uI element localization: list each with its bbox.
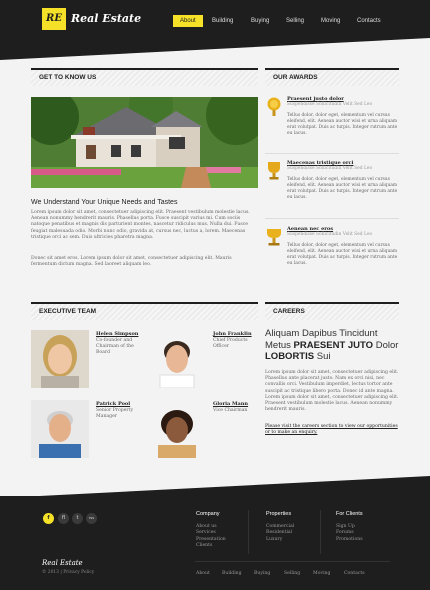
footer-nav-moving[interactable]: Moving [313, 571, 331, 576]
footer-nav-contacts[interactable]: Contacts [344, 571, 365, 576]
member-role: Chief Products Officer [213, 338, 248, 349]
header-slope [0, 38, 430, 60]
award-subtitle: Suspendisse Sollicitudin Velit Sed Leo [287, 166, 373, 171]
footer-nav-selling[interactable]: Selling [284, 571, 301, 576]
avatar-patrick-pool [31, 400, 89, 458]
careers-heading-line1: Aliquam Dapibus Tincidunt [265, 328, 378, 339]
award-title[interactable]: Praesent justo dolor [287, 96, 344, 102]
careers-heading-line3: LOBORTIS Sui [265, 351, 331, 362]
logo-mark[interactable]: RE [42, 8, 66, 30]
footer-clients-title: For Clients [336, 511, 363, 517]
member-name[interactable]: John Franklin [213, 331, 252, 337]
house-photo [31, 97, 258, 188]
member-name[interactable]: Helen Simpson [96, 331, 139, 337]
careers-title: CAREERS [265, 302, 399, 320]
member-name[interactable]: Patrick Pool [96, 401, 131, 407]
member-role: Senior Property Manager [96, 408, 134, 419]
footer-company-links [196, 524, 226, 549]
footer-nav-buying[interactable]: Buying [254, 571, 271, 576]
footer-rule [195, 561, 390, 562]
trophy-icon [265, 160, 283, 180]
member-role: Vice Chairman [213, 408, 248, 413]
footer-logo[interactable]: Real Estate [42, 559, 83, 567]
footer-link[interactable]: Residential [266, 530, 293, 536]
footer-link[interactable]: Forums [336, 530, 354, 536]
flickr-icon[interactable]: fl [58, 513, 69, 524]
footer-link[interactable]: Clients [196, 542, 213, 548]
footer-properties-links [266, 524, 294, 543]
nav-moving[interactable]: Moving [321, 18, 341, 24]
award-subtitle: Suspendisse Sollicitudin Velit Sed Leo [287, 102, 373, 107]
rss-icon[interactable]: rss [86, 513, 97, 524]
about-subtitle: We Understand Your Unique Needs and Tastes [31, 199, 178, 206]
team-title: EXECUTIVE TEAM [31, 302, 258, 320]
footer-link[interactable]: Luxury [266, 536, 283, 542]
member-name[interactable]: Gloria Mann [213, 401, 249, 407]
award-subtitle: Suspendisse Sollicitudin Velit Sed Leo [287, 232, 373, 237]
footer-link[interactable]: Presentation [196, 536, 226, 542]
awards-title: OUR AWARDS [265, 68, 399, 86]
about-paragraph-2: Donec sit amet eros. Lorem ipsum dolor sit amet, consectetuer adipiscing elit. Mauris fermentum dictum magna. Sed laoreet aliquam leo. [31, 256, 232, 268]
footer-link[interactable]: Promotions [336, 536, 363, 542]
trophy-icon [265, 226, 283, 246]
avatar-helen-simpson [31, 330, 89, 388]
footer-nav-building[interactable]: Building [222, 571, 242, 576]
footer-copyright[interactable]: © 2013 | Privacy Policy [42, 570, 95, 575]
footer-divider [320, 510, 321, 554]
member-role: Co-founder and Chairman of the Board [96, 338, 134, 355]
avatar-john-franklin [148, 330, 206, 388]
footer-clients-links [336, 524, 363, 543]
medal-icon [265, 96, 283, 116]
nav-building[interactable]: Building [212, 18, 234, 24]
avatar-gloria-mann [148, 400, 206, 458]
footer-link[interactable]: Commercial [266, 524, 295, 529]
footer-company-title: Company [196, 511, 220, 517]
award-title[interactable]: Maecenas tristique orci [287, 160, 354, 166]
nav-contacts[interactable]: Contacts [357, 18, 381, 24]
footer-properties-title: Properties [266, 511, 292, 517]
careers-heading-line2: Metus PRAESENT JUTO Dolor [265, 339, 399, 351]
footer-slope [0, 476, 430, 498]
facebook-icon[interactable]: f [43, 513, 54, 524]
award-divider [265, 218, 399, 219]
footer-link[interactable]: Services [196, 530, 216, 536]
careers-heading [265, 328, 405, 363]
footer-divider [248, 510, 249, 554]
award-divider [265, 153, 399, 154]
logo-text[interactable]: Real Estate [71, 12, 142, 25]
nav-buying[interactable]: Buying [251, 18, 270, 24]
award-text: Tellus dolor, dolor eget, elementum vel cursus eleifend, elit. Aenean auctor wisi et urna aliquam erat volutpat. Duis ac turpis. Integer rutrum ante eu lacus. [287, 243, 398, 266]
nav-about[interactable]: About [173, 15, 203, 27]
footer-link[interactable]: About us [196, 524, 217, 529]
award-title[interactable]: Aenean nec eros [287, 226, 334, 232]
award-text: Tellus dolor, dolor eget, elementum vel cursus eleifend, elit. Aenean auctor wisi et urna aliquam erat volutpat. Duis ac turpis. Integer rutrum ante eu lacus. [287, 113, 398, 136]
footer-link[interactable]: Sign Up [336, 524, 355, 529]
nav-selling[interactable]: Selling [286, 18, 305, 24]
about-paragraph-1: Lorem ipsum dolor sit amet, consectetuer adipiscing elit. Praesent vestibulum molestie lacus. Aenean nonummy hendrerit mauris. Phasellus porta. Fusce suscipit varius mi. Cum sociis natoque penatibus et magnis dis parturient montes, nascetur ridiculus mus. Nulla dui. Fusce feugiat malesuada odio. Morbi nunc odio, gravida at, cursus nec, luctus a, lorem. Maecenas tristique orci ac sem. Duis ultricies pharetra magna. [31, 210, 250, 240]
footer-nav-about[interactable]: About [196, 571, 210, 576]
careers-link[interactable]: Please visit the careers section to view our opportunities or to make an enquiry. [265, 424, 398, 436]
careers-paragraph: Lorem ipsum dolor sit amet, consectetuer adipiscing elit. Phasellus ante placerat justo. Nam ex orci nisi, nec convallis orci. Vestibulum imperdiet, lectus tortor ante suscipit ac tristique libero porta. Donec id ante magna. Lorem ipsum dolor sit amet, consectetuer adipiscing elit. Praesent vestibulum molestie lacus. Aenean nonummy hendrerit mauris. [265, 370, 399, 413]
award-text: Tellus dolor, dolor eget, elementum vel cursus eleifend, elit. Aenean auctor wisi et urna aliquam erat volutpat. Duis ac turpis. Integer rutrum ante eu lacus. [287, 177, 398, 200]
twitter-icon[interactable]: t [72, 513, 83, 524]
about-title: GET TO KNOW US [31, 68, 258, 86]
